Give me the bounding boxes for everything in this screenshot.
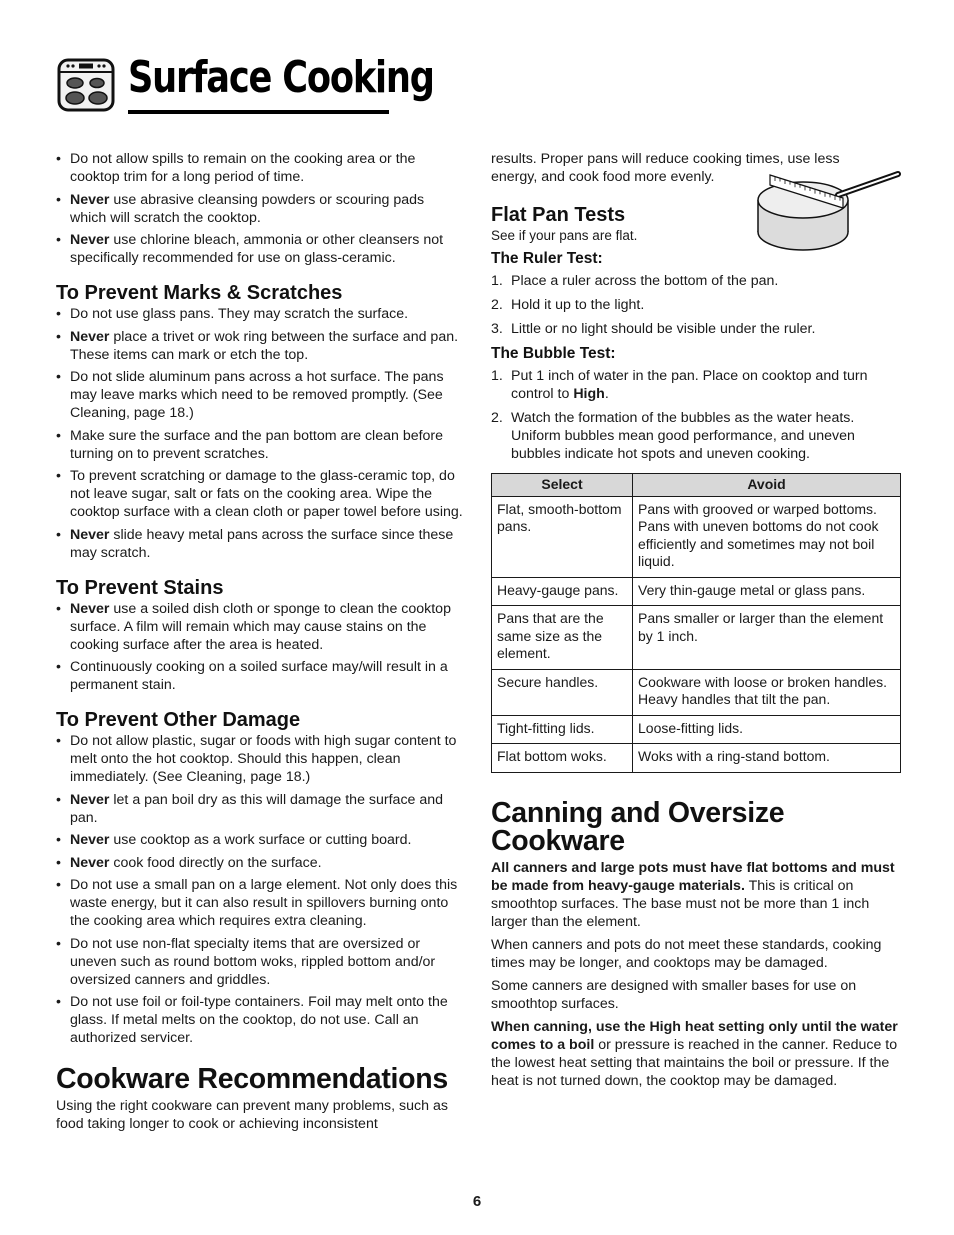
table-cell: Pans with grooved or warped bottoms. Pans with uneven bottoms do not cook efficiently and sometimes may not boil liquid. (633, 496, 901, 577)
table-row (492, 496, 901, 577)
list-item: • Make sure the surface and the pan bottom are clean before turning on to prevent scratches. (56, 427, 464, 463)
list-item: • Never use abrasive cleansing powders or scouring pads which will scratch the cooktop. (56, 191, 464, 227)
list-item: • Never use a soiled dish cloth or sponge to clean the cooktop surface. A film will remain which may cause stains on the cooking surface after the area is heated. (56, 600, 464, 654)
list-item: • Never cook food directly on the surface. (56, 854, 464, 872)
list-item: • Do not allow spills to remain on the cooking area or the cooktop trim for a long period of time. (56, 150, 464, 186)
table-cell: Pans smaller or larger than the element by 1 inch. (633, 606, 901, 670)
list-item: • Do not use glass pans. They may scratch the surface. (56, 305, 464, 323)
table-cell: Heavy-gauge pans. (492, 577, 633, 606)
left-column (56, 150, 464, 1138)
table-cell: Secure handles. (492, 669, 633, 715)
table-cell: Very thin-gauge metal or glass pans. (633, 577, 901, 606)
bubble-steps (491, 367, 903, 463)
marks-heading: To Prevent Marks & Scratches (56, 282, 343, 304)
list-item: 2. Watch the formation of the bubbles as the water heats. Uniform bubbles mean good performance, and uneven bubbles indicate hot spots and uneven cooking. (491, 410, 855, 462)
stains-heading: To Prevent Stains (56, 576, 224, 599)
list-item: 1. Place a ruler across the bottom of the pan. (491, 273, 779, 289)
list-item: • Never slide heavy metal pans across the surface since these may scratch. (56, 526, 464, 562)
table-cell: Tight-fitting lids. (492, 715, 633, 744)
canning-paragraph-1: All canners and large pots must have flat bottoms and must be made from heavy-gauge materials. This is critical on smoothtop surfaces. The base must not be more than 1 inch larger than the element. (491, 859, 895, 930)
ruler-test-heading: The Ruler Test: (491, 250, 603, 267)
canning-paragraph-2: When canners and pots do not meet these standards, cooking times may be longer, and cooktops may be damaged. (491, 936, 882, 971)
ruler-steps (491, 272, 903, 338)
cookware-table (491, 473, 901, 773)
list-item: • Do not use foil or foil-type containers. Foil may melt onto the glass. If metal melts on the cooktop, do not use. Call an authorized servicer. (56, 993, 464, 1047)
table-row (492, 744, 901, 773)
table-row (492, 606, 901, 670)
list-item: 2. Hold it up to the light. (491, 297, 645, 313)
table-cell: Flat, smooth-bottom pans. (492, 496, 633, 577)
canning-paragraph-3: Some canners are designed with smaller bases for use on smoothtop surfaces. (491, 977, 857, 1012)
list-item: • Do not slide aluminum pans across a hot surface. The pans may leave marks which need to be removed promptly. (See Cleaning, page 18.) (56, 368, 464, 422)
page-number: 6 (472, 1193, 482, 1210)
cookware-continued: results. Proper pans will reduce cooking times, use less energy, and cook food more evenly. (491, 151, 840, 185)
list-item: 3. Little or no light should be visible under the ruler. (491, 321, 816, 337)
list-item: • Never let a pan boil dry as this will damage the surface and pan. (56, 791, 464, 827)
table-header-row (492, 474, 901, 497)
list-item: 1. Put 1 inch of water in the pan. Place on cooktop and turn control to High. (491, 368, 868, 402)
list-item: • Do not use a small pan on a large element. Not only does this waste energy, but it can also result in spillovers burning onto the cooking area which requires extra cleaning. (56, 876, 464, 930)
table-row (492, 669, 901, 715)
table-cell: Flat bottom woks. (492, 744, 633, 773)
table-header-avoid: Avoid (633, 474, 901, 497)
flat-pan-tests-heading: Flat Pan Tests (491, 204, 626, 226)
canning-heading: Canning and Oversize Cookware (491, 796, 785, 857)
list-item: • Never use cooktop as a work surface or cutting board. (56, 831, 464, 849)
list-item: • Continuously cooking on a soiled surface may/will result in a permanent stain. (56, 658, 464, 694)
list-item: • Never place a trivet or wok ring between the surface and pan. These items can mark or etch the top. (56, 328, 464, 364)
table-cell: Woks with a ring-stand bottom. (633, 744, 901, 773)
flat-pan-intro: See if your pans are flat. (491, 228, 638, 243)
damage-bullet-list (56, 732, 464, 1047)
list-item: • Do not use non-flat specialty items that are oversized or uneven such as round bottom woks, rippled bottom and/or oversized canners and griddles. (56, 935, 464, 989)
table-cell: Pans that are the same size as the element. (492, 606, 633, 670)
table-cell: Loose-fitting lids. (633, 715, 901, 744)
title-underline (128, 110, 389, 114)
table-header-select: Select (492, 474, 633, 497)
intro-bullet-list (56, 150, 464, 267)
table-row (492, 715, 901, 744)
table-row (492, 577, 901, 606)
table-cell: Cookware with loose or broken handles. Heavy handles that tilt the pan. (633, 669, 901, 715)
list-item: • Never use chlorine bleach, ammonia or other cleansers not specifically recommended for use on glass-ceramic. (56, 231, 464, 267)
list-item: • To prevent scratching or damage to the glass-ceramic top, do not leave sugar, salt or fats on the cooking area. Wipe the cooktop surface with a clean cloth or paper towel before using. (56, 467, 464, 521)
right-column (491, 150, 903, 1095)
canning-paragraph-4: When canning, use the High heat setting only until the water comes to a boil or pressure is reached in the canner. Reduce to the lowest heat setting that maintains the boil or pressure. If the heat is not turned down, the cooktop may be damaged. (491, 1018, 898, 1089)
stains-bullet-list (56, 600, 464, 695)
marks-bullet-list (56, 305, 464, 562)
damage-heading: To Prevent Other Damage (56, 709, 301, 731)
bubble-test-heading: The Bubble Test: (491, 345, 616, 362)
cooktop-icon (57, 58, 115, 112)
cookware-heading: Cookware Recommendations (56, 1063, 448, 1095)
list-item: • Do not allow plastic, sugar or foods with high sugar content to melt onto the hot cooktop. Should this happen, clean immediately. (See Cleaning, page 18.) (56, 732, 464, 786)
pan-ruler-illustration (753, 170, 903, 255)
cookware-intro: Using the right cookware can prevent many problems, such as food taking longer to cook or achieving inconsistent (56, 1098, 448, 1132)
page-title: Surface Cooking (128, 52, 434, 103)
